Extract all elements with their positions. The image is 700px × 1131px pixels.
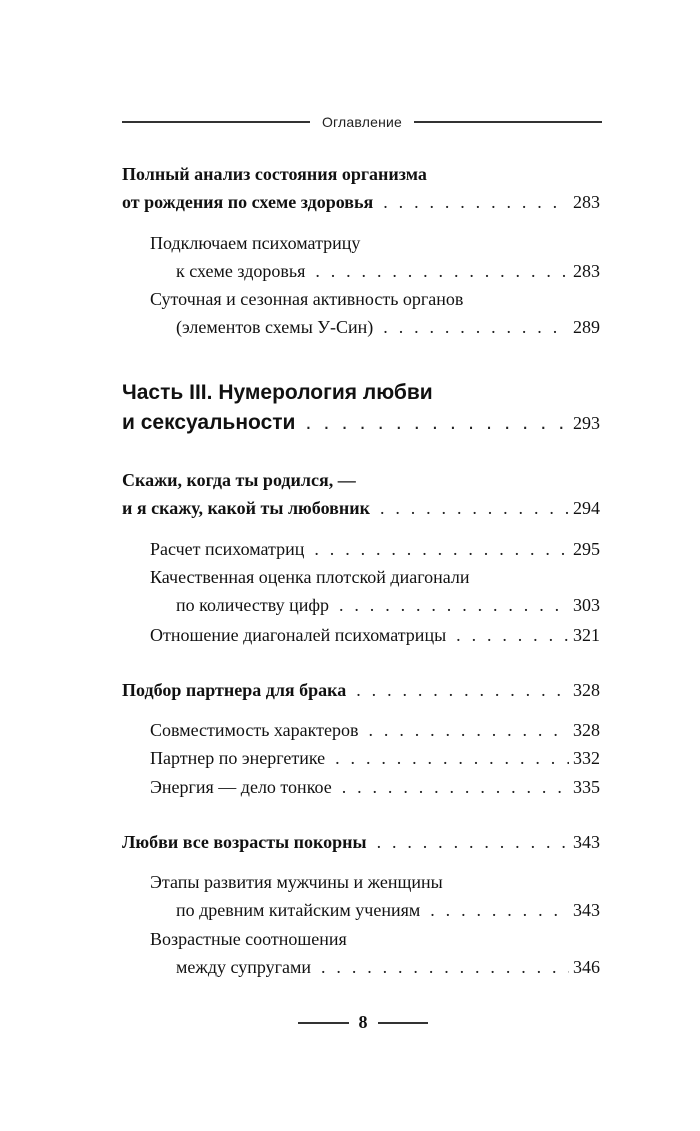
dot-leader: [380, 494, 569, 522]
toc-part-three[interactable]: [122, 378, 600, 438]
toc-page-number: 293: [573, 413, 600, 433]
dot-leader: [383, 188, 569, 216]
toc-subsection-age-ratio[interactable]: [150, 925, 600, 981]
toc-page-number: 328: [573, 720, 600, 740]
toc-entry-title-line: Суточная и сезонная активность органов: [150, 289, 464, 309]
dot-leader: [356, 676, 569, 704]
toc-entry-title-line: между супругами: [176, 957, 312, 977]
toc-entry-title-line: Возрастные соотношения: [150, 929, 347, 949]
toc-entry-title-line: Подбор партнера для брака: [122, 680, 347, 700]
running-header: [122, 114, 602, 130]
toc-page-number: 335: [573, 777, 600, 797]
toc-page-number: 283: [573, 261, 600, 281]
toc-entry-title-line: и я скажу, какой ты любовник: [122, 498, 370, 518]
toc-page-number: 295: [573, 539, 600, 559]
toc-entry-title-line: Энергия — дело тонкое: [150, 777, 332, 797]
dot-leader: [456, 621, 569, 649]
toc-entry-title-line: от рождения по схеме здоровья: [122, 192, 374, 212]
toc-entry-title-line: (элементов схемы У-Син): [176, 317, 374, 337]
dot-leader: [315, 257, 569, 285]
toc-page-number: 328: [573, 680, 600, 700]
dot-leader: [321, 953, 569, 981]
toc-entry-title-line: Отношение диагоналей психоматрицы: [150, 625, 447, 645]
dot-leader: [377, 828, 569, 856]
toc-section-full-analysis[interactable]: [122, 160, 600, 216]
toc-page-number: 294: [573, 498, 600, 518]
dot-leader: [383, 313, 569, 341]
toc-entry-title-line: Качественная оценка плотской диагонали: [150, 567, 470, 587]
page-number: 8: [358, 1012, 368, 1032]
toc-page-number: 289: [573, 317, 600, 337]
dot-leader: [430, 896, 569, 924]
toc-page-number: 283: [573, 192, 600, 212]
toc-subsection-energy-delicate[interactable]: [150, 773, 600, 801]
footer-rule-left: [298, 1022, 349, 1024]
toc-section-partner-selection[interactable]: [122, 676, 600, 704]
dot-leader: [305, 408, 569, 438]
toc-page-number: 343: [573, 832, 600, 852]
toc-section-lover[interactable]: [122, 466, 600, 522]
dot-leader: [314, 535, 569, 563]
toc-entry-title-line: и сексуальности: [122, 411, 296, 434]
toc-subsection-development-stages[interactable]: [150, 868, 600, 924]
toc-entry-title-line: Партнер по энергетике: [150, 748, 326, 768]
toc-entry-title-line: Скажи, когда ты родился, —: [122, 470, 356, 490]
toc-entry-title-line: к схеме здоровья: [176, 261, 306, 281]
toc-entry-title-line: Совместимость характеров: [150, 720, 359, 740]
toc-entry-title-line: по количеству цифр: [176, 595, 329, 615]
toc-page-number: 321: [573, 625, 600, 645]
footer-rule-right: [378, 1022, 429, 1024]
toc-subsection-character-compat[interactable]: [150, 716, 600, 744]
toc-entry-title-line: Часть III. Нумерология любви: [122, 381, 433, 404]
toc-entry-title-line: Подключаем психоматрицу: [150, 233, 361, 253]
header-rule-right: [414, 121, 602, 123]
toc-subsection-diagonal-evaluation[interactable]: [150, 563, 600, 619]
toc-subsection-organ-activity[interactable]: [150, 285, 600, 341]
toc-page-number: 346: [573, 957, 600, 977]
toc-entry-title-line: Полный анализ состояния организма: [122, 164, 427, 184]
toc-entry-title-line: Расчет психоматриц: [150, 539, 305, 559]
toc-page-number: 303: [573, 595, 600, 615]
toc-page-number: 332: [573, 748, 600, 768]
toc-page-number: 343: [573, 900, 600, 920]
dot-leader: [342, 773, 569, 801]
dot-leader: [335, 744, 569, 772]
toc-section-love-ages[interactable]: [122, 828, 600, 856]
dot-leader: [369, 716, 569, 744]
dot-leader: [339, 591, 569, 619]
toc-entry-title-line: по древним китайским учениям: [176, 900, 421, 920]
toc-entry-title-line: Любви все возрасты покорны: [122, 832, 367, 852]
page-footer: [298, 1012, 428, 1033]
toc-subsection-energy-partner[interactable]: [150, 744, 600, 772]
header-rule-left: [122, 121, 310, 123]
toc-subsection-diagonal-ratio[interactable]: [150, 621, 600, 649]
header-title: Оглавление: [321, 114, 403, 130]
toc-subsection-psychomatrix-health[interactable]: [150, 229, 600, 285]
toc-entry-title-line: Этапы развития мужчины и женщины: [150, 872, 443, 892]
toc-subsection-psychomatrix-calc[interactable]: [150, 535, 600, 563]
